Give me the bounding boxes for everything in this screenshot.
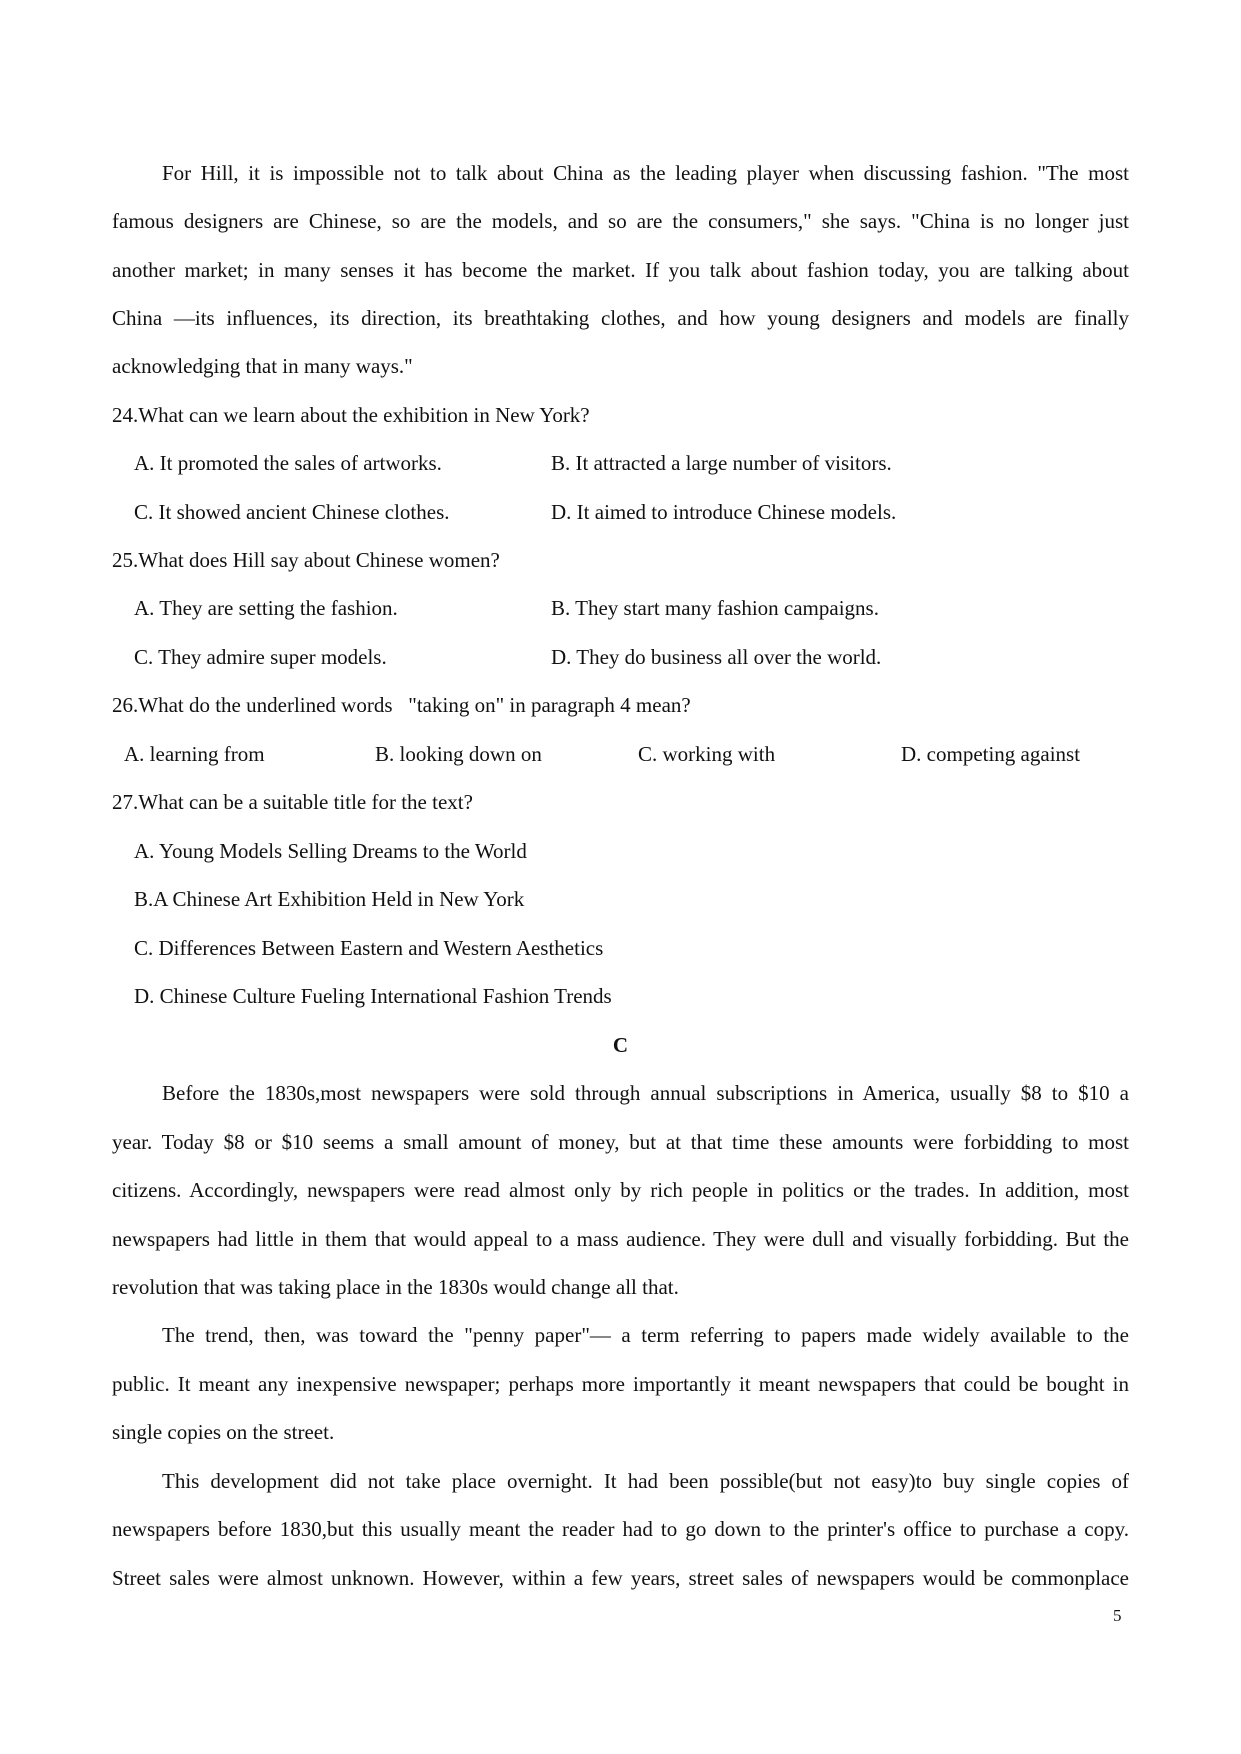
passage-line: famous designers are Chinese, so are the models, and so are the consumers," she says. "China is no longer just xyxy=(112,209,1129,233)
section-heading: C xyxy=(612,1033,629,1057)
passage-line: The trend, then, was toward the "penny paper"— a term referring to papers made widely available to the xyxy=(162,1323,1129,1347)
passage-line: citizens. Accordingly, newspapers were read almost only by rich people in politics or the trades. In addition, most xyxy=(112,1178,1129,1202)
question-26-option-d: D. competing against xyxy=(901,742,1081,766)
question-25-option-c: C. They admire super models. xyxy=(134,645,387,669)
question-26-option-a: A. learning from xyxy=(124,742,265,766)
passage-line: newspapers before 1830,but this usually meant the reader had to go down to the printer's office to purchase a copy. xyxy=(112,1517,1129,1541)
passage-line: single copies on the street. xyxy=(112,1420,335,1444)
passage-line: revolution that was taking place in the 1830s would change all that. xyxy=(112,1275,679,1299)
question-24-option-c: C. It showed ancient Chinese clothes. xyxy=(134,500,450,524)
question-26-option-b: B. looking down on xyxy=(375,742,542,766)
question-24-option-d: D. It aimed to introduce Chinese models. xyxy=(551,500,897,524)
passage-line: year. Today $8 or $10 seems a small amount of money, but at that time these amounts were forbidding to most xyxy=(112,1130,1129,1154)
page-number: 5 xyxy=(1113,1606,1122,1625)
question-27-option-d: D. Chinese Culture Fueling International Fashion Trends xyxy=(134,984,612,1008)
passage-line: This development did not take place overnight. It had been possible(but not easy)to buy single copies of xyxy=(162,1469,1129,1493)
question-27-option-b: B.A Chinese Art Exhibition Held in New York xyxy=(134,887,525,911)
question-24-option-b: B. It attracted a large number of visitors. xyxy=(551,451,892,475)
passage-line: public. It meant any inexpensive newspaper; perhaps more importantly it meant newspapers that could be bought in xyxy=(112,1372,1129,1396)
question-25-stem: 25.What does Hill say about Chinese women? xyxy=(112,548,500,572)
passage-line: Before the 1830s,most newspapers were sold through annual subscriptions in America, usually $8 to $10 a xyxy=(162,1081,1129,1105)
question-24-stem: 24.What can we learn about the exhibition in New York? xyxy=(112,403,590,427)
passage-line: another market; in many senses it has become the market. If you talk about fashion today, you are talking about xyxy=(112,258,1129,282)
question-25-option-b: B. They start many fashion campaigns. xyxy=(551,596,879,620)
question-27-option-c: C. Differences Between Eastern and Western Aesthetics xyxy=(134,936,604,960)
question-27-option-a: A. Young Models Selling Dreams to the World xyxy=(134,839,527,863)
passage-line: acknowledging that in many ways." xyxy=(112,354,413,378)
question-26-stem: 26.What do the underlined words "taking on" in paragraph 4 mean? xyxy=(112,693,691,717)
passage-line: newspapers had little in them that would appeal to a mass audience. They were dull and visually forbidding. But the xyxy=(112,1227,1129,1251)
question-25-option-d: D. They do business all over the world. xyxy=(551,645,882,669)
passage-line: Street sales were almost unknown. However, within a few years, street sales of newspapers would be commonplace xyxy=(112,1566,1129,1590)
question-25-option-a: A. They are setting the fashion. xyxy=(134,596,398,620)
question-24-option-a: A. It promoted the sales of artworks. xyxy=(134,451,442,475)
passage-line: China —its influences, its direction, its breathtaking clothes, and how young designers and models are finally xyxy=(112,306,1129,330)
passage-line: For Hill, it is impossible not to talk about China as the leading player when discussing fashion. "The most xyxy=(162,161,1129,185)
question-27-stem: 27.What can be a suitable title for the text? xyxy=(112,790,473,814)
question-26-option-c: C. working with xyxy=(638,742,776,766)
